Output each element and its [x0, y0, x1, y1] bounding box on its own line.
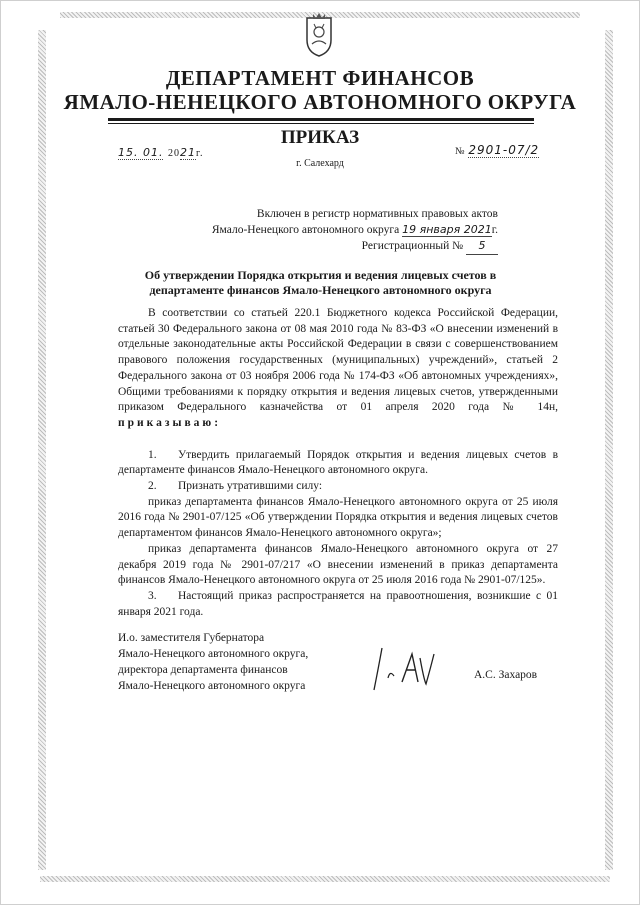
item-2	[118, 479, 558, 495]
orders-word: приказываю:	[118, 416, 222, 429]
coat-of-arms-icon	[304, 12, 334, 58]
scan-border-bottom	[40, 876, 610, 882]
header-rule-thick	[108, 118, 534, 121]
item-3	[118, 589, 558, 620]
order-title-line2: департаменте финансов Ямало-Ненецкого автономного округа	[149, 283, 492, 297]
signatory-line4: Ямало-Ненецкого автономного округа	[118, 680, 306, 692]
order-city: г. Салехард	[296, 158, 344, 169]
signatory-line2: Ямало-Ненецкого автономного округа,	[118, 648, 309, 660]
order-title	[118, 268, 523, 298]
registry-line1: Включен в регистр нормативных правовых актов	[256, 208, 498, 220]
registry-number-handwritten: 5	[466, 238, 498, 255]
registry-line2	[212, 222, 498, 238]
registry-date-suffix: г.	[491, 224, 498, 236]
registry-stamp	[212, 206, 498, 255]
order-date-handwritten: 15. 01.	[118, 146, 164, 159]
document-type: ПРИКАЗ	[280, 127, 360, 148]
preamble-paragraph	[118, 306, 558, 432]
registry-line2-text: Ямало-Ненецкого автономного округа	[211, 224, 400, 236]
order-year-handwritten: 21	[179, 146, 196, 159]
signatory-position	[118, 630, 308, 694]
signatory-line3: директора департамента финансов	[118, 664, 288, 676]
item-3-text: Настоящий приказ распространяется на правоотношения, возникшие с 01 января 2021 года.	[118, 589, 558, 618]
order-year-suffix: г.	[195, 148, 204, 159]
registry-line3	[212, 238, 498, 255]
scan-border-right	[605, 30, 613, 870]
item-1-text: Утвердить прилагаемый Порядок открытия и ведения лицевых счетов в департаменте финансов Ямало-Ненецкого автономного округа.	[118, 448, 558, 477]
handwritten-signature	[368, 640, 448, 695]
preamble-text: В соответствии со статьей 220.1 Бюджетного кодекса Российской Федерации, статьей 30 Федерального закона от 08 мая 2010 года № 83-ФЗ «О внесении изменений в отдельные законодательные акты Российской Федерации в связи с совершенствованием правового положения государственных (муниципальных) учреждений», статьей 2 Федерального закона от 03 ноября 2006 года № 174-ФЗ «Об автономных учреждениях», Общими требованиями к порядку открытия и ведения лицевых счетов, утвержденными приказом Федерального казначейства от 01 апреля 2020 года № 14н,	[118, 307, 558, 414]
signatory-name: А.С. Захаров	[474, 669, 538, 681]
order-body	[118, 306, 558, 620]
header-rule-thin	[108, 123, 534, 124]
order-number	[455, 143, 539, 157]
order-number-prefix: №	[455, 146, 465, 157]
item-1-number: 1.	[148, 448, 157, 461]
item-3-number: 3.	[148, 589, 157, 602]
item-1	[118, 448, 558, 479]
department-name-line1: ДЕПАРТАМЕНТ ФИНАНСОВ	[165, 66, 475, 90]
item-2-text: Признать утратившими силу:	[178, 480, 323, 493]
signatory-line1: И.о. заместителя Губернатора	[118, 632, 265, 644]
item-2-subitem-b: приказ департамента финансов Ямало-Ненецкого автономного округа от 27 декабря 2019 года № 2901-07/217 «О внесении изменений в приказ департамента финансов Ямало-Ненецкого автономного округа от 25 июля 2016 года № 2901-07/125».	[118, 542, 558, 587]
registry-number-label: Регистрационный №	[361, 240, 464, 252]
item-2-number: 2.	[148, 480, 157, 493]
department-name-line2: ЯМАЛО-НЕНЕЦКОГО АВТОНОМНОГО ОКРУГА	[63, 90, 577, 114]
item-2-subitem-a: приказ департамента финансов Ямало-Ненецкого автономного округа от 25 июля 2016 года № 2901-07/125 «Об утверждении Порядка открытия и ведения лицевых счетов департаментом финансов Ямало-Ненецкого автономного округа»;	[118, 495, 558, 540]
order-year-prefix: 20	[167, 148, 180, 159]
registry-date-handwritten: 19 января 2021	[402, 223, 492, 236]
scan-border-left	[38, 30, 46, 870]
order-number-handwritten: 2901-07/2	[468, 143, 540, 157]
order-title-line1: Об утверждении Порядка открытия и ведения лицевых счетов в	[144, 268, 497, 282]
